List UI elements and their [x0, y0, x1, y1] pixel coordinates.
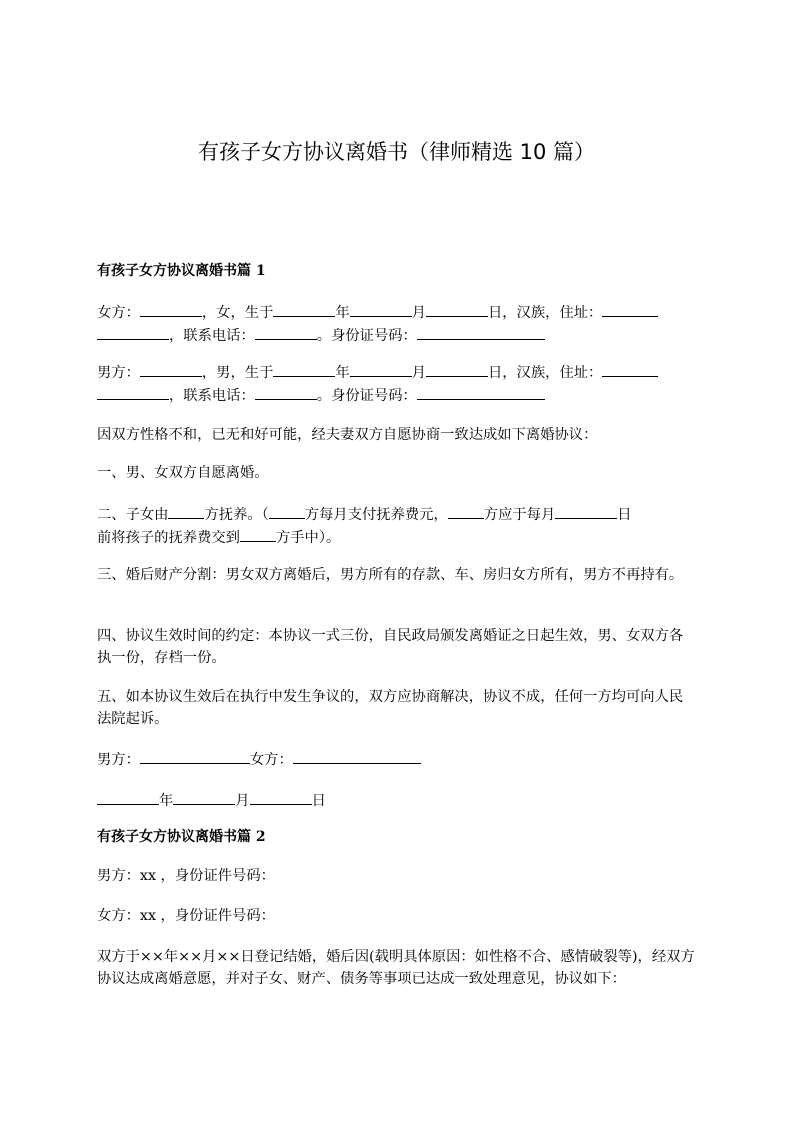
- signature-line: 男方： 女方：: [97, 748, 697, 771]
- clause-2: 二、子女由 方抚养。（ 方每月支付抚养费元， 方应于每月 日 前将孩子的抚养费交到 方手中）。: [97, 503, 697, 549]
- section-2-heading: 有孩子女方协议离婚书篇 2: [97, 829, 266, 845]
- male-id-line: 男方：xx ，身份证件号码：: [97, 868, 275, 884]
- section-1-heading: 有孩子女方协议离婚书篇 1: [97, 263, 266, 279]
- male-info-paragraph: 男方： ，男，生于 年 月 日，汉族，住址： ，联系电话： 。身份证号码：: [97, 361, 697, 407]
- clause-1: 一、男、女双方自愿离婚。: [97, 465, 269, 481]
- date-line: 年 月 日: [97, 789, 697, 812]
- intro-paragraph: 因双方性格不和，已无和好可能，经夫妻双方自愿协商一致达成如下离婚协议：: [97, 427, 598, 443]
- female-info-paragraph: 女方： ，女，生于 年 月 日，汉族，住址： ，联系电话： 。身份证号码：: [97, 301, 697, 347]
- female-id-line: 女方：xx ，身份证件号码：: [97, 908, 275, 924]
- section-2-body: 双方于××年××月××日登记结婚，婚后因(载明具体原因：如性格不合、感情破裂等)，经双方协议达成离婚意愿，并对子女、财产、债务等事项已达成一致处理意见，协议如下：: [97, 949, 695, 987]
- document-title: 有孩子女方协议离婚书（律师精选 10 篇）: [197, 140, 596, 164]
- clause-4: 四、协议生效时间的约定：本协议一式三份，自民政局颁发离婚证之日起生效，男、女双方各执一份，存档一份。: [97, 628, 684, 666]
- clause-3: 三、婚后财产分割：男女双方离婚后，男方所有的存款、车、房归女方所有，男方不再持有。: [97, 567, 684, 583]
- clause-5: 五、如本协议生效后在执行中发生争议的，双方应协商解决，协议不成，任何一方均可向人民法院起诉。: [97, 689, 684, 727]
